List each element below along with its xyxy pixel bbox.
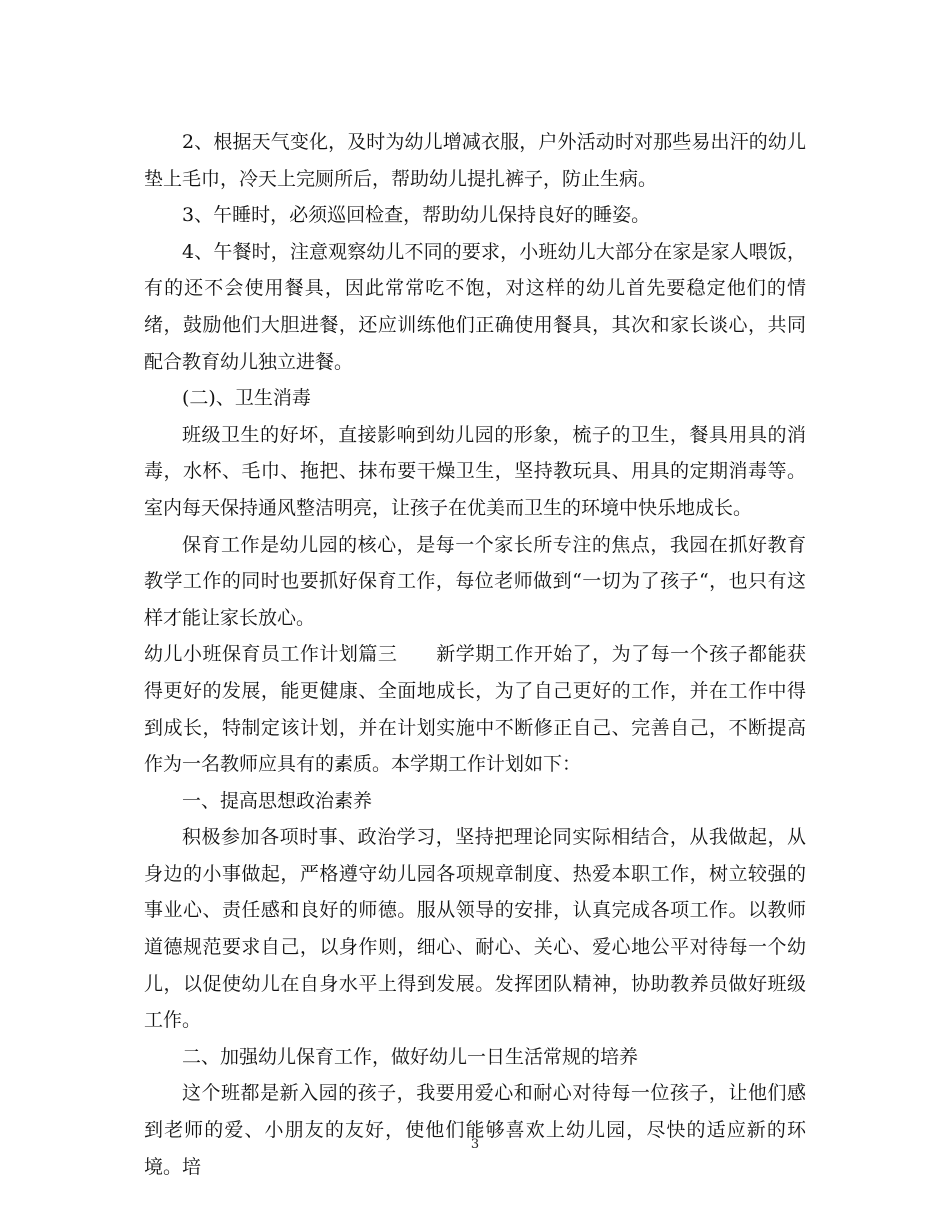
paragraph-plan-part-three: 幼儿小班保育员工作计划篇三 新学期工作开始了，为了每一个孩子都能获得更好的发展，能更健康、全面地成长，为了自己更好的工作，并在工作中得到成长，特制定该计划，并在计划实施中不断修正自己、完善自己，不断提高作为一名教师应具有的素质。本学期工作计划如下： bbox=[144, 643, 806, 776]
paragraph-nap-check: 3、午睡时，必须巡回检查，帮助幼儿保持良好的睡姿。 bbox=[182, 204, 651, 227]
paragraph-class-hygiene: 班级卫生的好坏，直接影响到幼儿园的形象，梳子的卫生，餐具用具的消毒，水杯、毛巾、拖把、抹布要干燥卫生，坚持教玩具、用具的定期消毒等。室内每天保持通风整洁明亮，让孩子在优美而卫生的环境中快乐地成长。 bbox=[144, 423, 806, 519]
heading-daily-routine: 二、加强幼儿保育工作，做好幼儿一日生活常规的培养 bbox=[182, 1045, 639, 1068]
paragraph-lunch-care: 4、午餐时，注意观察幼儿不同的要求，小班幼儿大部分在家是家人喂饭，有的还不会使用餐具，因此常常吃不饱，对这样的幼儿首先要稳定他们的情绪，鼓励他们大胆进餐，还应训练他们正确使用餐具，其次和家长谈心，共同配合教育幼儿独立进餐。 bbox=[144, 240, 806, 373]
paragraph-care-core: 保育工作是幼儿园的核心，是每一个家长所专注的焦点，我园在抓好教育教学工作的同时也要抓好保育工作，每位老师做到“一切为了孩子“，也只有这样才能让家长放心。 bbox=[144, 533, 806, 629]
heading-hygiene-disinfection: (二)、卫生消毒 bbox=[182, 387, 311, 410]
paragraph-political-study: 积极参加各项时事、政治学习，坚持把理论同实际相结合，从我做起，从身边的小事做起，严格遵守幼儿园各项规章制度、热爱本职工作，树立较强的事业心、责任感和良好的师德。服从领导的安排，认真完成各项工作。以教师道德规范要求自己，以身作则，细心、耐心、关心、爱心地公平对待每一个幼儿，以促使幼儿在自身水平上得到发展。发挥团队精神，协助教养员做好班级工作。 bbox=[144, 826, 806, 1032]
paragraph-new-children: 这个班都是新入园的孩子，我要用爱心和耐心对待每一位孩子，让他们感到老师的爱、小朋友的友好，使他们能够喜欢上幼儿园，尽快的适应新的环境。培 bbox=[144, 1082, 806, 1178]
heading-political-quality: 一、提高思想政治素养 bbox=[182, 789, 373, 812]
document-body bbox=[144, 124, 806, 1185]
page-number: 3 bbox=[470, 1137, 480, 1152]
paragraph-clothing-care: 2、根据天气变化，及时为幼儿增减衣服，户外活动时对那些易出汗的幼儿垫上毛巾，冷天上完厕所后，帮助幼儿提扎裤子，防止生病。 bbox=[144, 131, 806, 190]
